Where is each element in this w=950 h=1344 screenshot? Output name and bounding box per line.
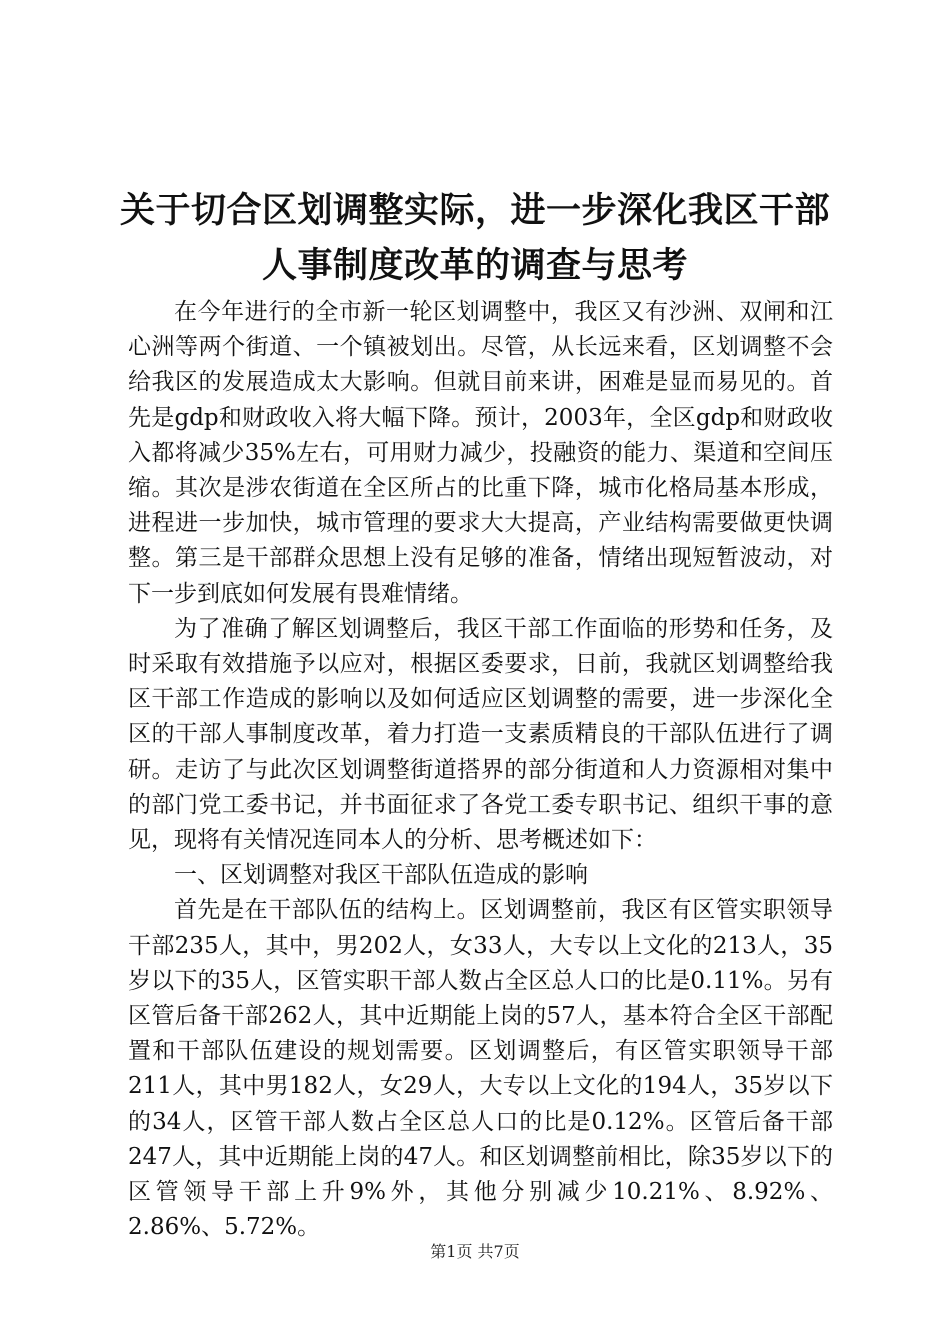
paragraph-2: 为了准确了解区划调整后，我区干部工作面临的形势和任务，及时采取有效措施予以应对，根据区委要求，日前，我就区划调整给我区干部工作造成的影响以及如何适应区划调整的需要，进一步深化全区的干部人事制度改革，着力打造一支素质精良的干部队伍进行了调研。走访了与此次区划调整街道搭界的部分街道和人力资源相对集中的部门党工委书记，并书面征求了各党工委专职书记、组织干事的意见，现将有关情况连同本人的分析、思考概述如下： — [128, 615, 833, 854]
section-heading-1: 一、区划调整对我区干部队伍造成的影响 — [174, 862, 588, 889]
document-title-line-2: 人事制度改革的调查与思考 — [261, 245, 688, 286]
document-body — [128, 295, 833, 1245]
document-title-line-1: 关于切合区划调整实际，进一步深化我区干部 — [119, 190, 830, 231]
paragraph-1: 在今年进行的全市新一轮区划调整中，我区又有沙洲、双闸和江心洲等两个街道、一个镇被划出。尽管，从长远来看，区划调整不会给我区的发展造成太大影响。但就目前来讲，困难是显而易见的。首先是gdp和财政收入将大幅下降。预计，2003年，全区gdp和财政收入都将减少35%左右，可用财力减少，投融资的能力、渠道和空间压缩。其次是涉农街道在全区所占的比重下降，城市化格局基本形成，进程进一步加快，城市管理的要求大大提高，产业结构需要做更快调整。第三是干部群众思想上没有足够的准备，情绪出现短暂波动，对下一步到底如何发展有畏难情绪。 — [128, 299, 833, 607]
paragraph-3: 首先是在干部队伍的结构上。区划调整前，我区有区管实职领导干部235人，其中，男202人，女33人，大专以上文化的213人，35岁以下的35人，区管实职干部人数占全区总人口的比是0.11%。另有区管后备干部262人，其中近期能上岗的57人，基本符合全区干部配置和干部队伍建设的规划需要。区划调整后，有区管实职领导干部211人，其中男182人，女29人，大专以上文化的194人，35岁以下的34人，区管干部人数占全区总人口的比是0.12%。区管后备干部247人，其中近期能上岗的47人。和区划调整前相比，除35岁以下的区管领导干部上升9%外，其他分别减少10.21%、8.92%、2.86%、5.72%。 — [128, 897, 833, 1241]
page-footer: 第1页 共7页 — [430, 1242, 520, 1261]
